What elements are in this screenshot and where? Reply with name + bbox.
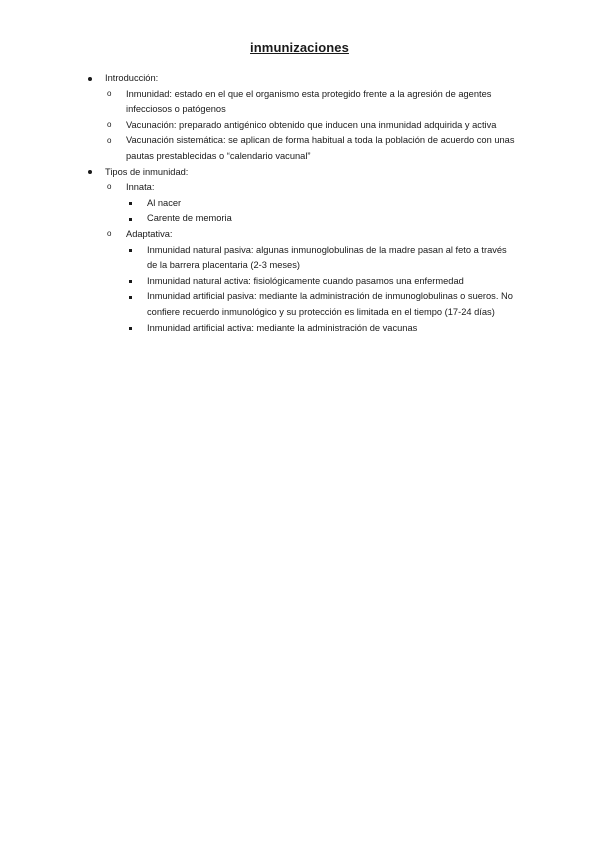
adaptive-label: Adaptativa:	[126, 228, 173, 239]
list-item	[86, 243, 516, 274]
intro-label: Introducción:	[105, 73, 159, 83]
document-body	[86, 71, 516, 336]
bullet-circle-icon: o	[107, 135, 112, 145]
bullet-circle-icon: o	[107, 120, 112, 130]
bullet-circle-icon: o	[107, 88, 112, 98]
intro-item-text: Vacunación sistemática: se aplican de forma habitual a toda la población de acuerdo con unas pautas prestablecidas o “calendario vacunal”	[126, 135, 515, 161]
list-item-innate	[86, 180, 516, 196]
adaptive-item-text: Inmunidad artificial pasiva: mediante la administración de inmunoglobulinas o sueros. No confiere recuerdo inmunológico y su protección es limitada en el tiempo (17-24 días)	[147, 291, 513, 317]
innate-item-text: Carente de memoria	[147, 213, 232, 224]
list-item	[86, 133, 516, 164]
list-item-intro	[86, 71, 516, 87]
list-item	[86, 289, 516, 320]
intro-item-text: Vacunación: preparado antigénico obtenido que inducen una inmunidad adquirida y activa	[126, 119, 497, 130]
bullet-square-icon	[129, 289, 132, 305]
adaptive-item-text: Inmunidad natural pasiva: algunas inmunoglobulinas de la madre pasan al feto a través de la barrera placentaria (2-3 meses)	[147, 244, 507, 271]
bullet-dot-icon	[88, 165, 92, 181]
intro-item-text: Inmunidad: estado en el que el organismo esta protegido frente a la agresión de agentes infecciosos o patógenos	[126, 88, 492, 115]
bullet-square-icon	[129, 274, 132, 290]
bullet-circle-icon: o	[107, 229, 112, 239]
list-item	[86, 87, 516, 118]
innate-label: Innata:	[126, 182, 155, 193]
adaptive-item-text: Inmunidad natural activa: fisiológicamente cuando pasamos una enfermedad	[147, 275, 464, 286]
innate-item-text: Al nacer	[147, 197, 182, 208]
list-item	[86, 274, 516, 290]
bullet-square-icon	[129, 196, 132, 212]
types-label: Tipos de inmunidad:	[105, 166, 189, 177]
list-item	[86, 321, 516, 337]
list-item	[86, 211, 516, 227]
bullet-square-icon	[129, 211, 132, 227]
adaptive-item-text: Inmunidad artificial activa: mediante la administración de vacunas	[147, 322, 418, 333]
page-title: inmunizaciones	[250, 40, 349, 55]
bullet-square-icon	[129, 321, 132, 337]
bullet-circle-icon: o	[107, 182, 112, 192]
bullet-square-icon	[129, 243, 132, 259]
list-item-adaptive	[86, 227, 516, 243]
list-item-types	[86, 165, 516, 181]
list-item	[86, 118, 516, 134]
list-item	[86, 196, 516, 212]
bullet-dot-icon	[88, 71, 92, 87]
